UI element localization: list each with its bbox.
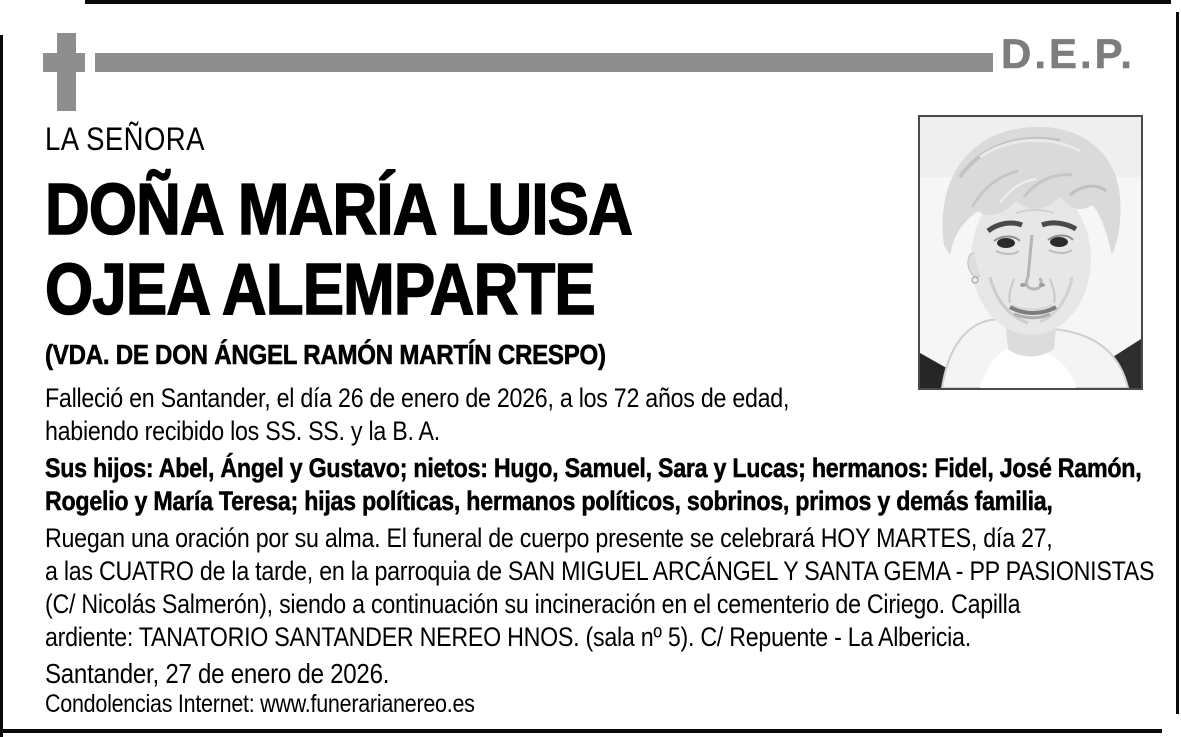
family-line-2: Rogelio y María Teresa; hijas políticas, hermanos políticos, sobrinos, primos y demás familia, [45,486,1053,516]
notice-body [45,122,1163,718]
funeral-line-3: (C/ Nicolás Salmerón), siendo a continuación su incineración en el cementerio de Ciriego. Capilla [45,589,1021,619]
frame-border-bottom [0,729,1162,733]
frame-border-top [85,0,1171,4]
cross-vertical-bar [57,33,76,111]
funeral-line-4: ardiente: TANATORIO SANTANDER NEREO HNOS. (sala nº 5). C/ Repuente - La Albericia. [45,622,971,652]
death-line-2: habiendo recibido los SS. SS. y la B. A. [45,416,440,446]
funeral-paragraph [45,522,1163,654]
deceased-name-line-1: DOÑA MARÍA LUISA [45,170,633,250]
funeral-line-2: a las CUATRO de la tarde, en la parroquia de SAN MIGUEL ARCÁNGEL Y SANTA GEMA - PP PASIONISTAS [45,556,1155,586]
deceased-name [45,170,1163,330]
family-line-1: Sus hijos: Abel, Ángel y Gustavo; nietos: Hugo, Samuel, Sara y Lucas; hermanos: Fidel, José Ramón, [45,453,1142,483]
cross-horizontal-bar [43,53,85,72]
death-paragraph [45,382,1163,448]
city-date-line: Santander, 27 de enero de 2026. [45,658,390,689]
family-paragraph [45,452,1163,518]
dep-abbreviation: D.E.P. [1001,30,1135,77]
honorific-line: LA SEÑORA [45,121,205,157]
death-line-1: Falleció en Santander, el día 26 de enero de 2026, a los 72 años de edad, [45,383,790,413]
header-rule-bar [95,53,993,72]
deceased-name-line-2: OJEA ALEMPARTE [45,250,595,330]
widow-of-line: (VDA. DE DON ÁNGEL RAMÓN MARTÍN CRESPO) [45,339,606,370]
condolences-website-line: Condolencias Internet: www.funerarianereo.es [45,690,475,718]
frame-border-left [0,35,3,737]
frame-border-right [1176,12,1179,714]
funeral-line-1: Ruegan una oración por su alma. El funeral de cuerpo presente se celebrará HOY MARTES, día 27, [45,523,1053,553]
